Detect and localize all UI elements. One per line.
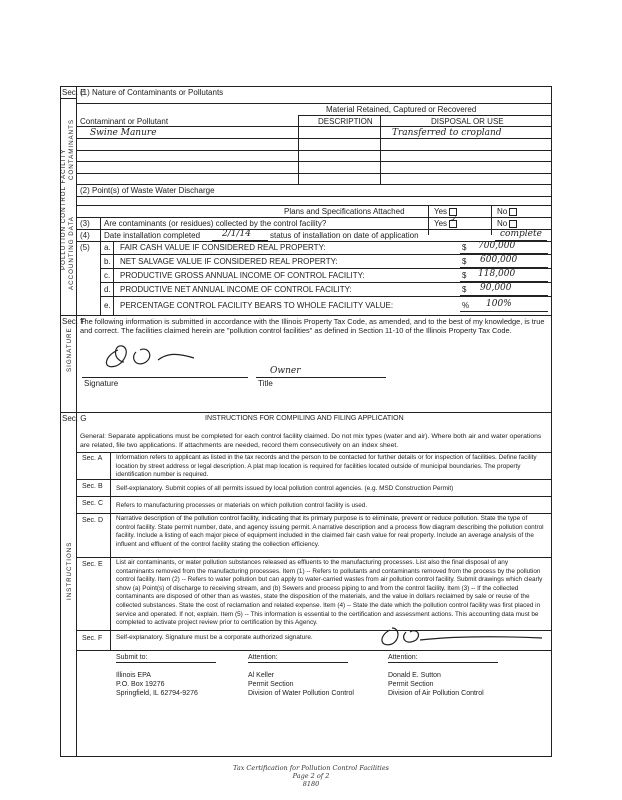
q3-no[interactable] [497, 219, 517, 228]
plans-no-label: No [497, 207, 508, 216]
q4-text-a: Date installation completed [104, 231, 201, 240]
q4-num: (4) [80, 231, 90, 240]
footer-line1: Tax Certification for Pollution Control Facilities [232, 764, 390, 772]
sec-g-label: Sec. G [62, 414, 87, 423]
q3-yes-checkbox[interactable] [449, 214, 458, 228]
instr-a-sec: Sec. A [82, 455, 103, 462]
submit-to: Submit to: [116, 654, 148, 661]
attention-2: Attention: [388, 654, 418, 661]
q3-no-checkbox[interactable] [509, 220, 517, 228]
col-description: DESCRIPTION [318, 117, 373, 126]
instr-a-text: Information refers to applicant as listed in the tax records and the person to be contacted for further details or for inspection of facilities. Define facility location by street address or legal description. A plat map location is required for facilities located outside of municipal boundaries. The property identification number is required. [116, 454, 537, 479]
item-c-value: 118,000 [478, 269, 516, 279]
q3-yes[interactable] [434, 214, 458, 228]
footer-line2: Page 2 of 2 [292, 772, 330, 780]
item-c-unit: $ [462, 271, 467, 280]
item-b-unit: $ [462, 257, 467, 266]
q4-date: 2/1/14 [222, 229, 251, 239]
instr-f-sec: Sec. F [82, 635, 103, 642]
instr-c-text: Refers to manufacturing processes or materials on which pollution control facility is used. [116, 502, 368, 509]
side-label-signature: SIGNATURE [66, 327, 73, 372]
attention-1: Attention: [248, 654, 278, 661]
sec-f-label: Sec. F [62, 317, 86, 326]
item-b-value: 600,000 [480, 255, 518, 265]
instr-b-sec: Sec. B [82, 483, 103, 490]
addr1-line1: Illinois EPA [116, 672, 151, 679]
instr-c-sec: Sec. C [82, 500, 104, 507]
item-e-letter: e. [104, 301, 111, 310]
item-d-letter: d. [104, 285, 111, 294]
item-a-value: 700,000 [478, 241, 516, 251]
addr1-line2: P.O. Box 19276 [116, 681, 165, 688]
item-a-label: FAIR CASH VALUE IF CONSIDERED REAL PROPERTY: [120, 243, 326, 252]
q4-text-b: status of installation on date of application [270, 231, 419, 240]
addr2-line3: Division of Water Pollution Control [248, 690, 354, 697]
certification-statement: The following information is submitted in accordance with the Illinois Property Tax Code, as amended, and to the best of my knowledge, is true and correct. The facilities claimed herein are "pollution control facilities" as defined in Section 11-10 of the Illinois Property Tax Code. [80, 317, 545, 335]
item-b-label: NET SALVAGE VALUE IF CONSIDERED REAL PROPERTY: [120, 257, 338, 266]
material-header: Material Retained, Captured or Recovered [326, 105, 477, 114]
col-disposal: DISPOSAL OR USE [431, 117, 504, 126]
addr3-line1: Donald E. Sutton [388, 672, 441, 679]
instr-e-sec: Sec. E [82, 561, 103, 568]
q3-text: Are contaminants (or residues) collected by the control facility? [104, 219, 327, 228]
signature-label: Signature [84, 379, 119, 388]
plans-label: Plans and Specifications Attached [284, 207, 405, 216]
instr-b-text: Self-explanatory. Submit copies of all permits issued by local pollution control agencies. (e.g. MSD Construction Permit) [116, 485, 454, 492]
addr3-line3: Division of Air Pollution Control [388, 690, 484, 697]
plans-no-checkbox[interactable] [509, 208, 517, 216]
title-label: Title [258, 379, 273, 388]
side-label-pcf: POLLUTION CONTROL FACILITY [60, 148, 67, 270]
instructions-general: General: Separate applications must be completed for each control facility claimed. Do not mix types (water and air). Where both air and water operations are related, file two applications. If attachments are needed, record them consecutively on an index sheet. [80, 433, 542, 449]
item-c-letter: c. [104, 271, 111, 280]
q5-num: (5) [80, 243, 90, 252]
instr-d-sec: Sec. D [82, 517, 104, 524]
signature-scribble-2 [376, 624, 546, 650]
item-c-label: PRODUCTIVE GROSS ANNUAL INCOME OF CONTROL FACILITY: [120, 271, 365, 280]
item-a-letter: a. [104, 243, 111, 252]
item-e-value: 100% [486, 299, 512, 309]
q3-yes-label: Yes [434, 219, 448, 228]
item-e-unit: % [462, 301, 470, 310]
title-value: Owner [270, 366, 301, 376]
signature-scribble [96, 340, 206, 376]
plans-yes-label: Yes [434, 207, 448, 216]
addr2-line2: Permit Section [248, 681, 294, 688]
item-a-unit: $ [462, 243, 467, 252]
q4-status: complete [500, 229, 542, 239]
plans-no[interactable] [497, 207, 517, 216]
item-d-unit: $ [462, 285, 467, 294]
item-b-letter: b. [104, 257, 111, 266]
check-mark-icon: ✓ [450, 214, 458, 225]
side-label-accounting: ACCOUNTING DATA [68, 216, 75, 290]
nature-title: (1) Nature of Contaminants or Pollutants [80, 88, 224, 97]
instr-f-text: Self-explanatory. Signature must be a corporate authorized signature. [116, 634, 313, 641]
addr1-line3: Springfield, IL 62794-9276 [116, 690, 198, 697]
footer-line3: 8180 [302, 780, 320, 788]
instructions-heading: INSTRUCTIONS FOR COMPILING AND FILING APPLICATION [205, 415, 404, 422]
addr2-line1: Al Keller [248, 672, 275, 679]
instr-e-text: List air contaminants, or water pollution substances released as effluents to the manufacturing processes. List also the final disposal of any contaminants removed from the manufacturing processes. Item (1) -- Refers to pollutants and contaminants removed from the process by the pollution control facility. Item (2) -- Refers to water pollution but can apply to water-carried wastes from air pollution control facility. Submit drawings which clearly show (a) Point(s) of discharge to receiving stream, and (b) Sewers and process piping to and from the control facility. Item (3) -- If the collected contaminants are disposed of other than as wastes, state the disposition of the materials, and the value in dollars reclaimed by sale or reuse of the collected substances. State the cost of reclamation and related expense. Item (4) -- State the date which the pollution control facility was first placed in service and operated. If not, explain. Item (5) -- This information is essential to the certification and assessment actions. This accounting data must be completed to activate project review prior to certification by this Agency. [116, 559, 543, 627]
row1-contaminant: Swine Manure [90, 128, 157, 138]
instr-d-text: Narrative description of the pollution control facility, indicating that its primary purpose is to eliminate, prevent or reduce pollution. State the type of control facility. State permit number, date, and agency issuing permit. A narrative description and a process flow diagram describing the pollution control facility. Include a listing of each major piece of equipment included in the claimed fair cash value for real property. Include an average analysis of the influent and effluent of the control facility stating the collection efficiency. [116, 515, 544, 548]
item-d-value: 90,000 [480, 283, 512, 293]
col-contaminant: Contaminant or Pollutant [80, 117, 169, 126]
row1-disposal: Transferred to cropland [392, 128, 502, 138]
side-label-contaminants: CONTAMINANTS [68, 118, 75, 180]
item-e-label: PERCENTAGE CONTROL FACILITY BEARS TO WHOLE FACILITY VALUE: [120, 301, 394, 310]
q3-no-label: No [497, 219, 508, 228]
q3-num: (3) [80, 219, 90, 228]
addr3-line2: Permit Section [388, 681, 434, 688]
sec-e-label: Sec. E [62, 88, 86, 97]
item-d-label: PRODUCTIVE NET ANNUAL INCOME OF CONTROL FACILITY: [120, 285, 352, 294]
points-title: (2) Point(s) of Waste Water Discharge [80, 186, 215, 195]
side-label-instructions: INSTRUCTIONS [66, 541, 73, 600]
